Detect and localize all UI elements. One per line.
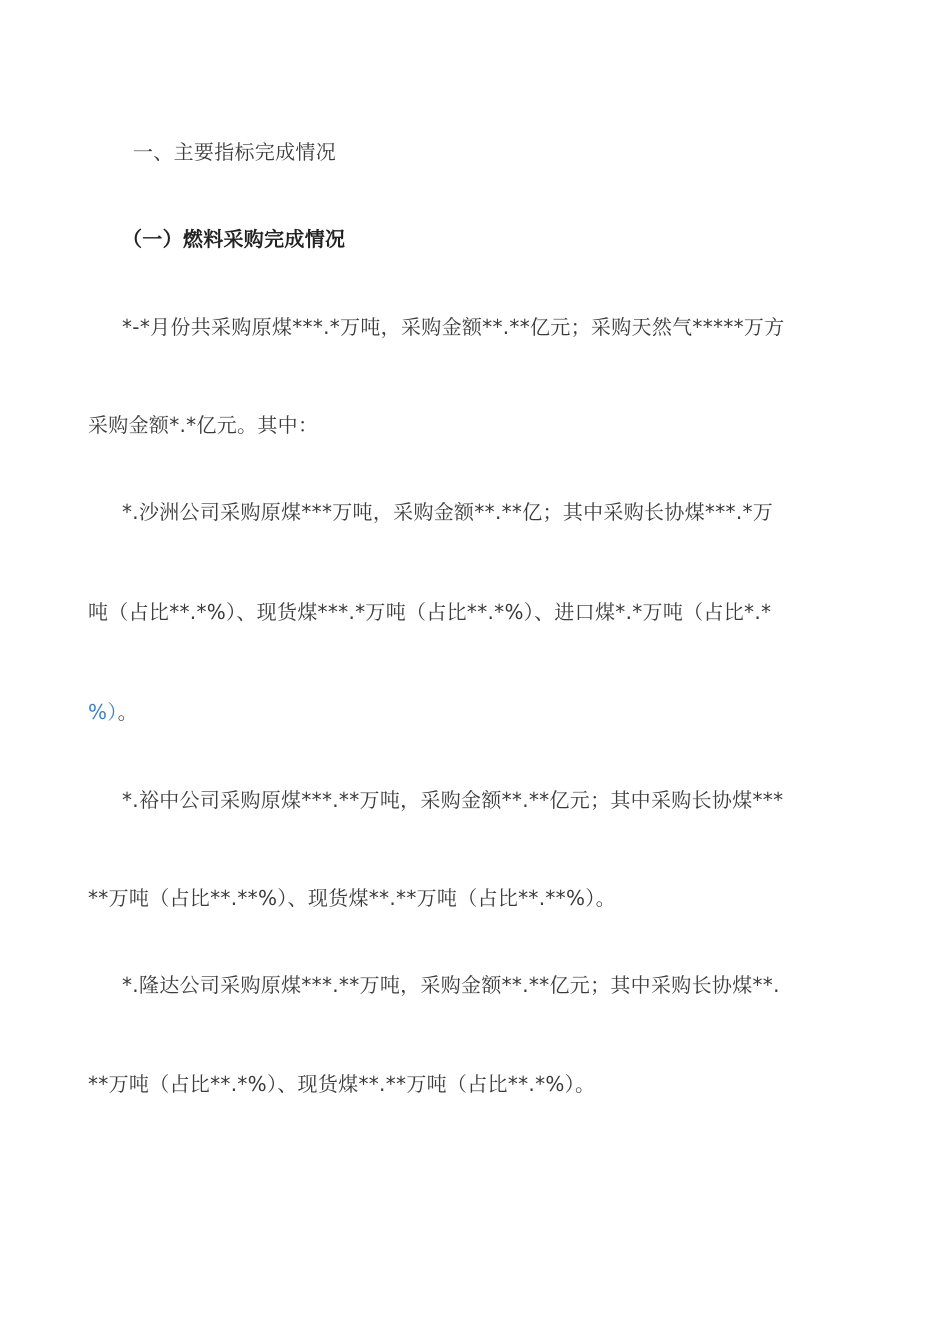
paragraph-4-line-2: **万吨（占比**.*%）、现货煤**.**万吨（占比**.*%）。 (88, 1072, 596, 1096)
subsection-heading: （一）燃料采购完成情况 (122, 227, 346, 251)
paragraph-2-line-1: *.沙洲公司采购原煤***万吨，采购金额**.**亿；其中采购长协煤***.*万 (122, 500, 774, 524)
paragraph-3-line-2: **万吨（占比**.**%）、现货煤**.**万吨（占比**.**%）。 (88, 886, 616, 910)
paragraph-1-line-2: 采购金额*.*亿元。其中： (88, 413, 319, 437)
paragraph-1-line-1: *-*月份共采购原煤***.*万吨，采购金额**.**亿元；采购天然气*****万方 (122, 315, 785, 339)
section-heading: 一、主要指标完成情况 (133, 140, 336, 164)
paragraph-2-line-3-period: 。 (117, 700, 138, 724)
paragraph-2-line-2: 吨（占比**.*%）、现货煤***.*万吨（占比**.*%）、进口煤*.*万吨（占比*.* (88, 600, 772, 624)
paragraph-2-line-3-percent: %） (88, 700, 118, 724)
paragraph-2-line-3 (88, 698, 868, 726)
paragraph-4-line-1: *.隆达公司采购原煤***.**万吨，采购金额**.**亿元；其中采购长协煤**. (122, 973, 780, 997)
paragraph-3-line-1: *.裕中公司采购原煤***.**万吨，采购金额**.**亿元；其中采购长协煤*** (122, 788, 784, 812)
